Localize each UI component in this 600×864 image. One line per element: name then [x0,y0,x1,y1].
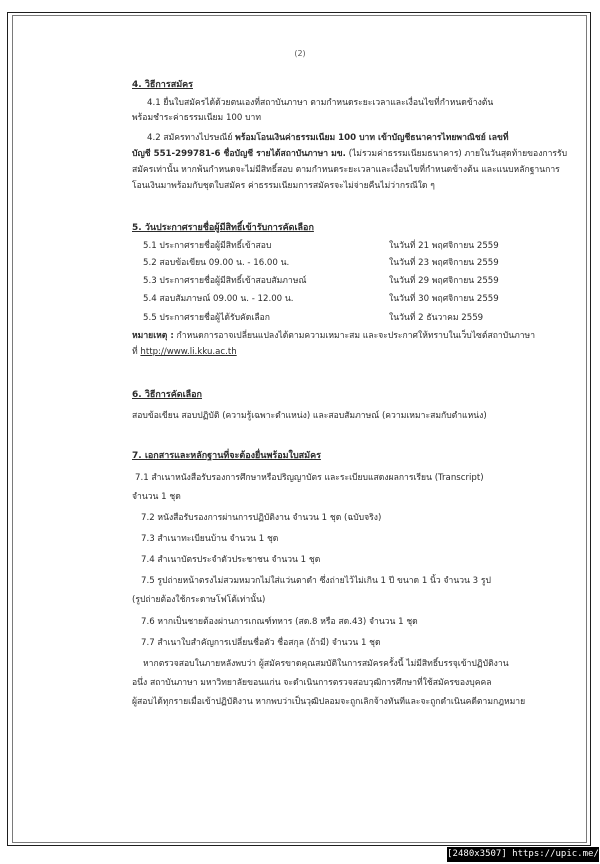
s5-note-text: กำหนดการอาจเปลี่ยนแปลงได้ตามความเหมาะสม และจะประกาศให้ทราบในเว็บไซต์สถาบันภาษา [173,331,536,341]
s4-p2-line3: สมัครเท่านั้น หากพ้นกำหนดจะไม่มีสิทธิ์สอบ ตามกำหนดระยะเวลาและเงื่อนไขที่กำหนดข้างต้น และแนบหลักฐานการ [132,165,560,175]
s4-p2-line2-bold: บัญชี 551-299781-6 ชื่อบัญชี รายได้สถาบันภาษา มข. [132,149,346,159]
s7-item-2: 7.2 หนังสือรับรองการผ่านการปฏิบัติงาน จำนวน 1 ชุด (ฉบับจริง) [141,513,382,523]
s7-item-1-line2: จำนวน 1 ชุด [132,492,181,502]
s7-paragraph-line2: อนึ่ง สถาบันภาษา มหาวิทยาลัยขอนแก่น จะดำเนินการตรวจสอบวุฒิการศึกษาที่ใช้สมัครของบุคคล [132,678,492,688]
s4-p2-line2-normal: (ไม่รวมค่าธรรมเนียมธนาคาร) ภายในวันสุดท้ายของการรับ [345,149,568,159]
s7-item-1-line1: 7.1 สำเนาหนังสือรับรองการศึกษาหรือปริญญาบัตร และระเบียบแสดงผลการเรียน (Transcript) [135,473,484,483]
s5-row-item: 5.4 สอบสัมภาษณ์ 09.00 น. - 12.00 น. [143,294,294,304]
section-7-heading: 7. เอกสารและหลักฐานที่จะต้องยื่นพร้อมใบสมัคร [132,451,321,461]
section-5-heading: 5. วันประกาศรายชื่อผู้มีสิทธิ์เข้ารับการคัดเลือก [132,223,314,233]
s5-row-date: ในวันที่ 21 พฤศจิกายน 2559 [389,241,499,251]
institute-website-link[interactable]: http://www.li.kku.ac.th [140,347,237,357]
s5-row-date: ในวันที่ 29 พฤศจิกายน 2559 [389,276,499,286]
s4-p2-line1-normal: 4.2 สมัครทางไปรษณีย์ [147,133,236,143]
section-6-heading: 6. วิธีการคัดเลือก [132,390,203,400]
page-number: (2) [294,49,306,58]
s4-p2-line4: โอนเงินมาพร้อมกับชุดใบสมัคร ค่าธรรมเนียมการสมัครจะไม่จ่ายคืนไม่ว่ากรณีใด ๆ [132,181,435,191]
s5-note-label: หมายเหตุ : [132,331,174,341]
s7-paragraph-line3: ผู้สอบได้ทุกรายเมื่อเข้าปฏิบัติงาน หากพบว่าเป็นวุฒิปลอมจะถูกเลิกจ้างทันทีและจะถูกดำเนินคดีตามกฎหมาย [132,697,526,707]
s5-row-date: ในวันที่ 2 ธันวาคม 2559 [389,313,484,323]
s7-item-5-line2: (รูปถ่ายต้องใช้กระดาษโฟโต้เท่านั้น) [132,595,266,605]
s7-item-4: 7.4 สำเนาบัตรประจำตัวประชาชน จำนวน 1 ชุด [141,555,321,565]
s5-row-date: ในวันที่ 30 พฤศจิกายน 2559 [389,294,499,304]
s7-item-3: 7.3 สำเนาทะเบียนบ้าน จำนวน 1 ชุด [141,534,279,544]
s4-p2-line2 [132,149,567,160]
s4-p2-line1-bold: พร้อมโอนเงินค่าธรรมเนียม 100 บาท เข้าบัญชีธนาคารไทยพาณิชย์ เลขที่ [235,133,509,143]
s4-p1-line2: พร้อมชำระค่าธรรมเนียม 100 บาท [132,113,262,123]
s5-note-prefix: ที่ [132,347,141,357]
s7-item-7: 7.7 สำเนาใบสำคัญการเปลี่ยนชื่อตัว ชื่อสกุล (ถ้ามี) จำนวน 1 ชุด [141,638,381,648]
s5-row-item: 5.5 ประกาศรายชื่อผู้ได้รับคัดเลือก [143,313,270,323]
s5-row-item: 5.1 ประกาศรายชื่อผู้มีสิทธิ์เข้าสอบ [143,241,272,251]
s7-paragraph-line1: หากตรวจสอบในภายหลังพบว่า ผู้สมัครขาดคุณสมบัติในการสมัครครั้งนี้ ไม่มีสิทธิ์บรรจุเข้าปฏิบัติงาน [143,659,509,669]
s7-item-6: 7.6 หากเป็นชายต้องผ่านการเกณฑ์ทหาร (สด.8 หรือ สด.43) จำนวน 1 ชุด [141,617,418,627]
s5-note [132,331,535,342]
s5-row-item: 5.2 สอบข้อเขียน 09.00 น. - 16.00 น. [143,258,290,268]
section-4-heading: 4. วิธีการสมัคร [132,80,193,90]
s6-text: สอบข้อเขียน สอบปฏิบัติ (ความรู้เฉพาะตำแหน่ง) และสอบสัมภาษณ์ (ความเหมาะสมกับตำแหน่ง) [132,411,487,421]
s7-item-5-line1: 7.5 รูปถ่ายหน้าตรงไม่สวมหมวกไม่ใส่แว่นตาดำ ซึ่งถ่ายไว้ไม่เกิน 1 ปี ขนาด 1 นิ้ว จำนวน 3 รูป [141,576,491,586]
image-host-watermark: [2480x3507] https://upic.me/ [447,847,599,862]
s5-row-date: ในวันที่ 23 พฤศจิกายน 2559 [389,258,499,268]
s5-note-line2 [132,347,237,358]
s4-p2-line1 [147,133,509,144]
s5-row-item: 5.3 ประกาศรายชื่อผู้มีสิทธิ์เข้าสอบสัมภาษณ์ [143,276,307,286]
s4-p1-line1: 4.1 ยื่นใบสมัครได้ด้วยตนเองที่สถาบันภาษา ตามกำหนดระยะเวลาและเงื่อนไขที่กำหนดข้างต้น [147,98,494,108]
